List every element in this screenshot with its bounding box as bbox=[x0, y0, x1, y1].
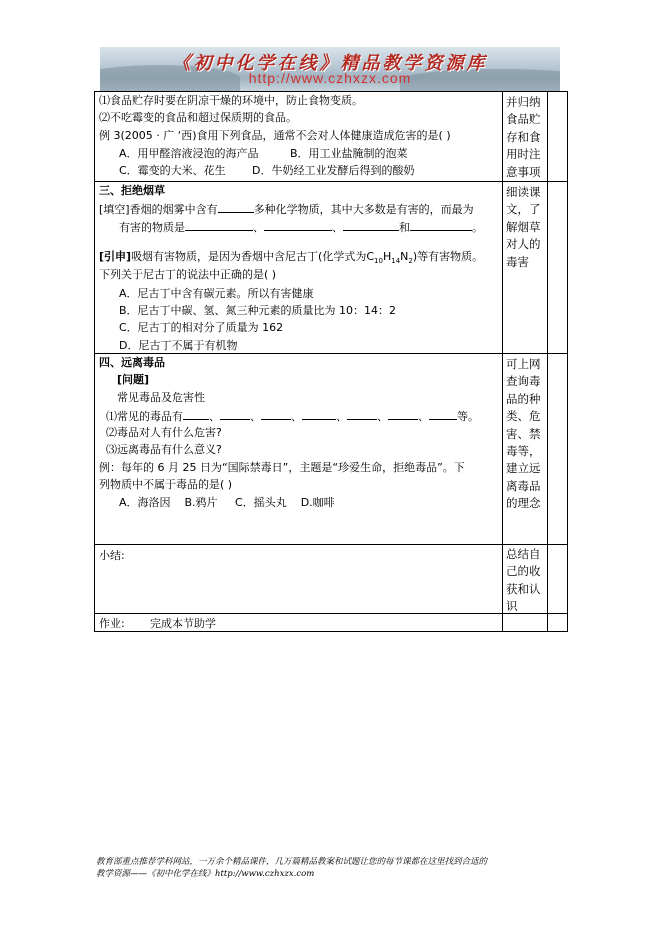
header-banner bbox=[100, 47, 560, 91]
food-example-question: 例 3(2005 · 广 ‘西)食用下列食品，通常不会对人体健康造成危害的是( ) bbox=[99, 129, 451, 142]
answer-blank[interactable] bbox=[347, 408, 377, 420]
answer-blank[interactable] bbox=[185, 219, 253, 231]
row-divider bbox=[94, 353, 568, 354]
formula-sub: 10 bbox=[374, 257, 383, 266]
smoke-extend-line bbox=[99, 250, 483, 268]
drug-side-note: 可上网查询毒品的种类、危害、禁毒等，建立远离毒品的理念 bbox=[506, 357, 541, 511]
summary-side-note: 总结自己的收获和认识 bbox=[506, 547, 541, 614]
table-border-right bbox=[567, 91, 568, 632]
fill-text-b: 多种化学物质，其中大多数是有害的，而最为 bbox=[253, 203, 474, 216]
answer-blank[interactable] bbox=[264, 219, 332, 231]
row-divider bbox=[94, 613, 568, 614]
fill-sep: 、 bbox=[253, 221, 264, 234]
smoke-heading: 三、拒绝烟草 bbox=[99, 184, 165, 197]
answer-blank[interactable] bbox=[302, 408, 336, 420]
drug-question-2: ⑵毒品对人有什么危害? bbox=[106, 426, 222, 439]
q1-sep: 、 bbox=[377, 410, 388, 423]
q1-sep: 、 bbox=[291, 410, 302, 423]
smoke-question: 下列关于尼古丁的说法中正确的是( ) bbox=[99, 268, 277, 281]
smoke-fill-line2 bbox=[119, 219, 483, 235]
banner-url[interactable]: http://www.czhxzx.com bbox=[248, 70, 412, 86]
drug-question-3: ⑶远离毒品有什么意义? bbox=[106, 443, 222, 456]
answer-blank[interactable] bbox=[220, 408, 250, 420]
q1-sep: 、 bbox=[250, 410, 261, 423]
fill-end: 。 bbox=[472, 221, 483, 234]
smoke-option-d: D．尼古丁不属于有机物 bbox=[119, 339, 238, 352]
answer-blank[interactable] bbox=[410, 219, 472, 231]
food-option-d: D．牛奶经工业发酵后得到的酸奶 bbox=[252, 164, 415, 177]
q1-sep: 、 bbox=[209, 410, 220, 423]
answer-blank[interactable] bbox=[218, 201, 254, 213]
drug-intro: 常见毒品及危害性 bbox=[117, 391, 205, 404]
smoke-fill-line1 bbox=[99, 201, 474, 217]
drug-heading: 四、远离毒品 bbox=[99, 356, 165, 369]
formula-element: H bbox=[382, 250, 392, 263]
banner-title: 《初中化学在线》精品教学资源库 bbox=[172, 53, 488, 74]
food-tip-2: ⑵不吃霉变的食品和超过保质期的食品。 bbox=[99, 111, 297, 124]
fill-text-a: 香烟的烟雾中含有 bbox=[129, 203, 218, 216]
smoke-side-note: 细读课文，了解烟草对人的毒害 bbox=[506, 185, 541, 269]
homework-text: 完成本节助学 bbox=[150, 617, 216, 630]
row-divider bbox=[94, 544, 568, 545]
smoke-option-a: A．尼古丁中含有碳元素。所以有害健康 bbox=[119, 287, 314, 300]
drug-example-line1: 例：每年的 6 月 25 日为“国际禁毒日”，主题是“珍爱生命，拒绝毒品”。下 bbox=[99, 461, 465, 474]
food-option-c: C．霉变的大米、花生 bbox=[119, 164, 226, 177]
q1-end: 等。 bbox=[457, 410, 479, 423]
column-divider bbox=[502, 91, 503, 632]
page-footer bbox=[96, 856, 487, 880]
answer-blank[interactable] bbox=[261, 408, 291, 420]
homework-label: 作业: bbox=[99, 617, 125, 630]
drug-example-line2: 列物质中不属于毒品的是( ) bbox=[99, 478, 233, 491]
smoke-option-b: B．尼古丁中碳、氢、氮三种元素的质量比为 10：14：2 bbox=[119, 304, 397, 317]
answer-blank[interactable] bbox=[343, 219, 399, 231]
formula-element: N bbox=[400, 250, 409, 263]
answer-blank[interactable] bbox=[388, 408, 418, 420]
food-option-a: A．用甲醛溶液浸泡的海产品 bbox=[119, 147, 259, 160]
q1-sep: 、 bbox=[418, 410, 429, 423]
table-border-bottom bbox=[94, 631, 568, 632]
fill-tag: [填空] bbox=[99, 203, 130, 216]
table-border-left bbox=[94, 91, 95, 632]
drug-question-1 bbox=[106, 408, 479, 424]
fill-and: 和 bbox=[399, 221, 410, 234]
drug-options: A．海洛因 B.鸦片 C．摇头丸 D.咖啡 bbox=[119, 496, 335, 509]
summary-label: 小结: bbox=[99, 549, 125, 562]
extend-tag: [引申] bbox=[99, 250, 132, 263]
answer-blank[interactable] bbox=[183, 408, 209, 420]
formula-sub: 14 bbox=[391, 257, 401, 266]
answer-blank[interactable] bbox=[429, 408, 457, 420]
table-border-top bbox=[94, 91, 568, 92]
formula-sub: 2 bbox=[408, 257, 413, 266]
q1-text: ⑴常见的毒品有 bbox=[106, 410, 183, 423]
footer-line-2: 教学资源——《初中化学在线》http://www.czhxzx.com bbox=[96, 869, 315, 879]
food-option-b: B．用工业盐腌制的泡菜 bbox=[290, 147, 408, 160]
footer-line-1: 教育部重点推荐学科网站，一万余个精品课件，几万篇精品教案和试题让您的每节课都在这里找到合适的 bbox=[96, 857, 488, 867]
extend-text: 吸烟有害物质，是因为香烟中含尼古丁(化学式为C bbox=[131, 250, 375, 263]
q1-sep: 、 bbox=[336, 410, 347, 423]
row-divider bbox=[94, 181, 568, 182]
fill-text-c: 有害的物质是 bbox=[119, 221, 185, 234]
food-tip-1: ⑴食品贮存时要在阴凉干燥的环境中，防止食物变质。 bbox=[99, 94, 363, 107]
food-side-note: 并归纳食品贮存和食用时注意事项 bbox=[506, 95, 541, 179]
drug-problem-tag: [问题] bbox=[117, 373, 150, 386]
fill-sep: 、 bbox=[332, 221, 343, 234]
extend-end: )等有害物质。 bbox=[412, 250, 484, 263]
smoke-option-c: C．尼古丁的相对分了质量为 162 bbox=[119, 321, 284, 334]
